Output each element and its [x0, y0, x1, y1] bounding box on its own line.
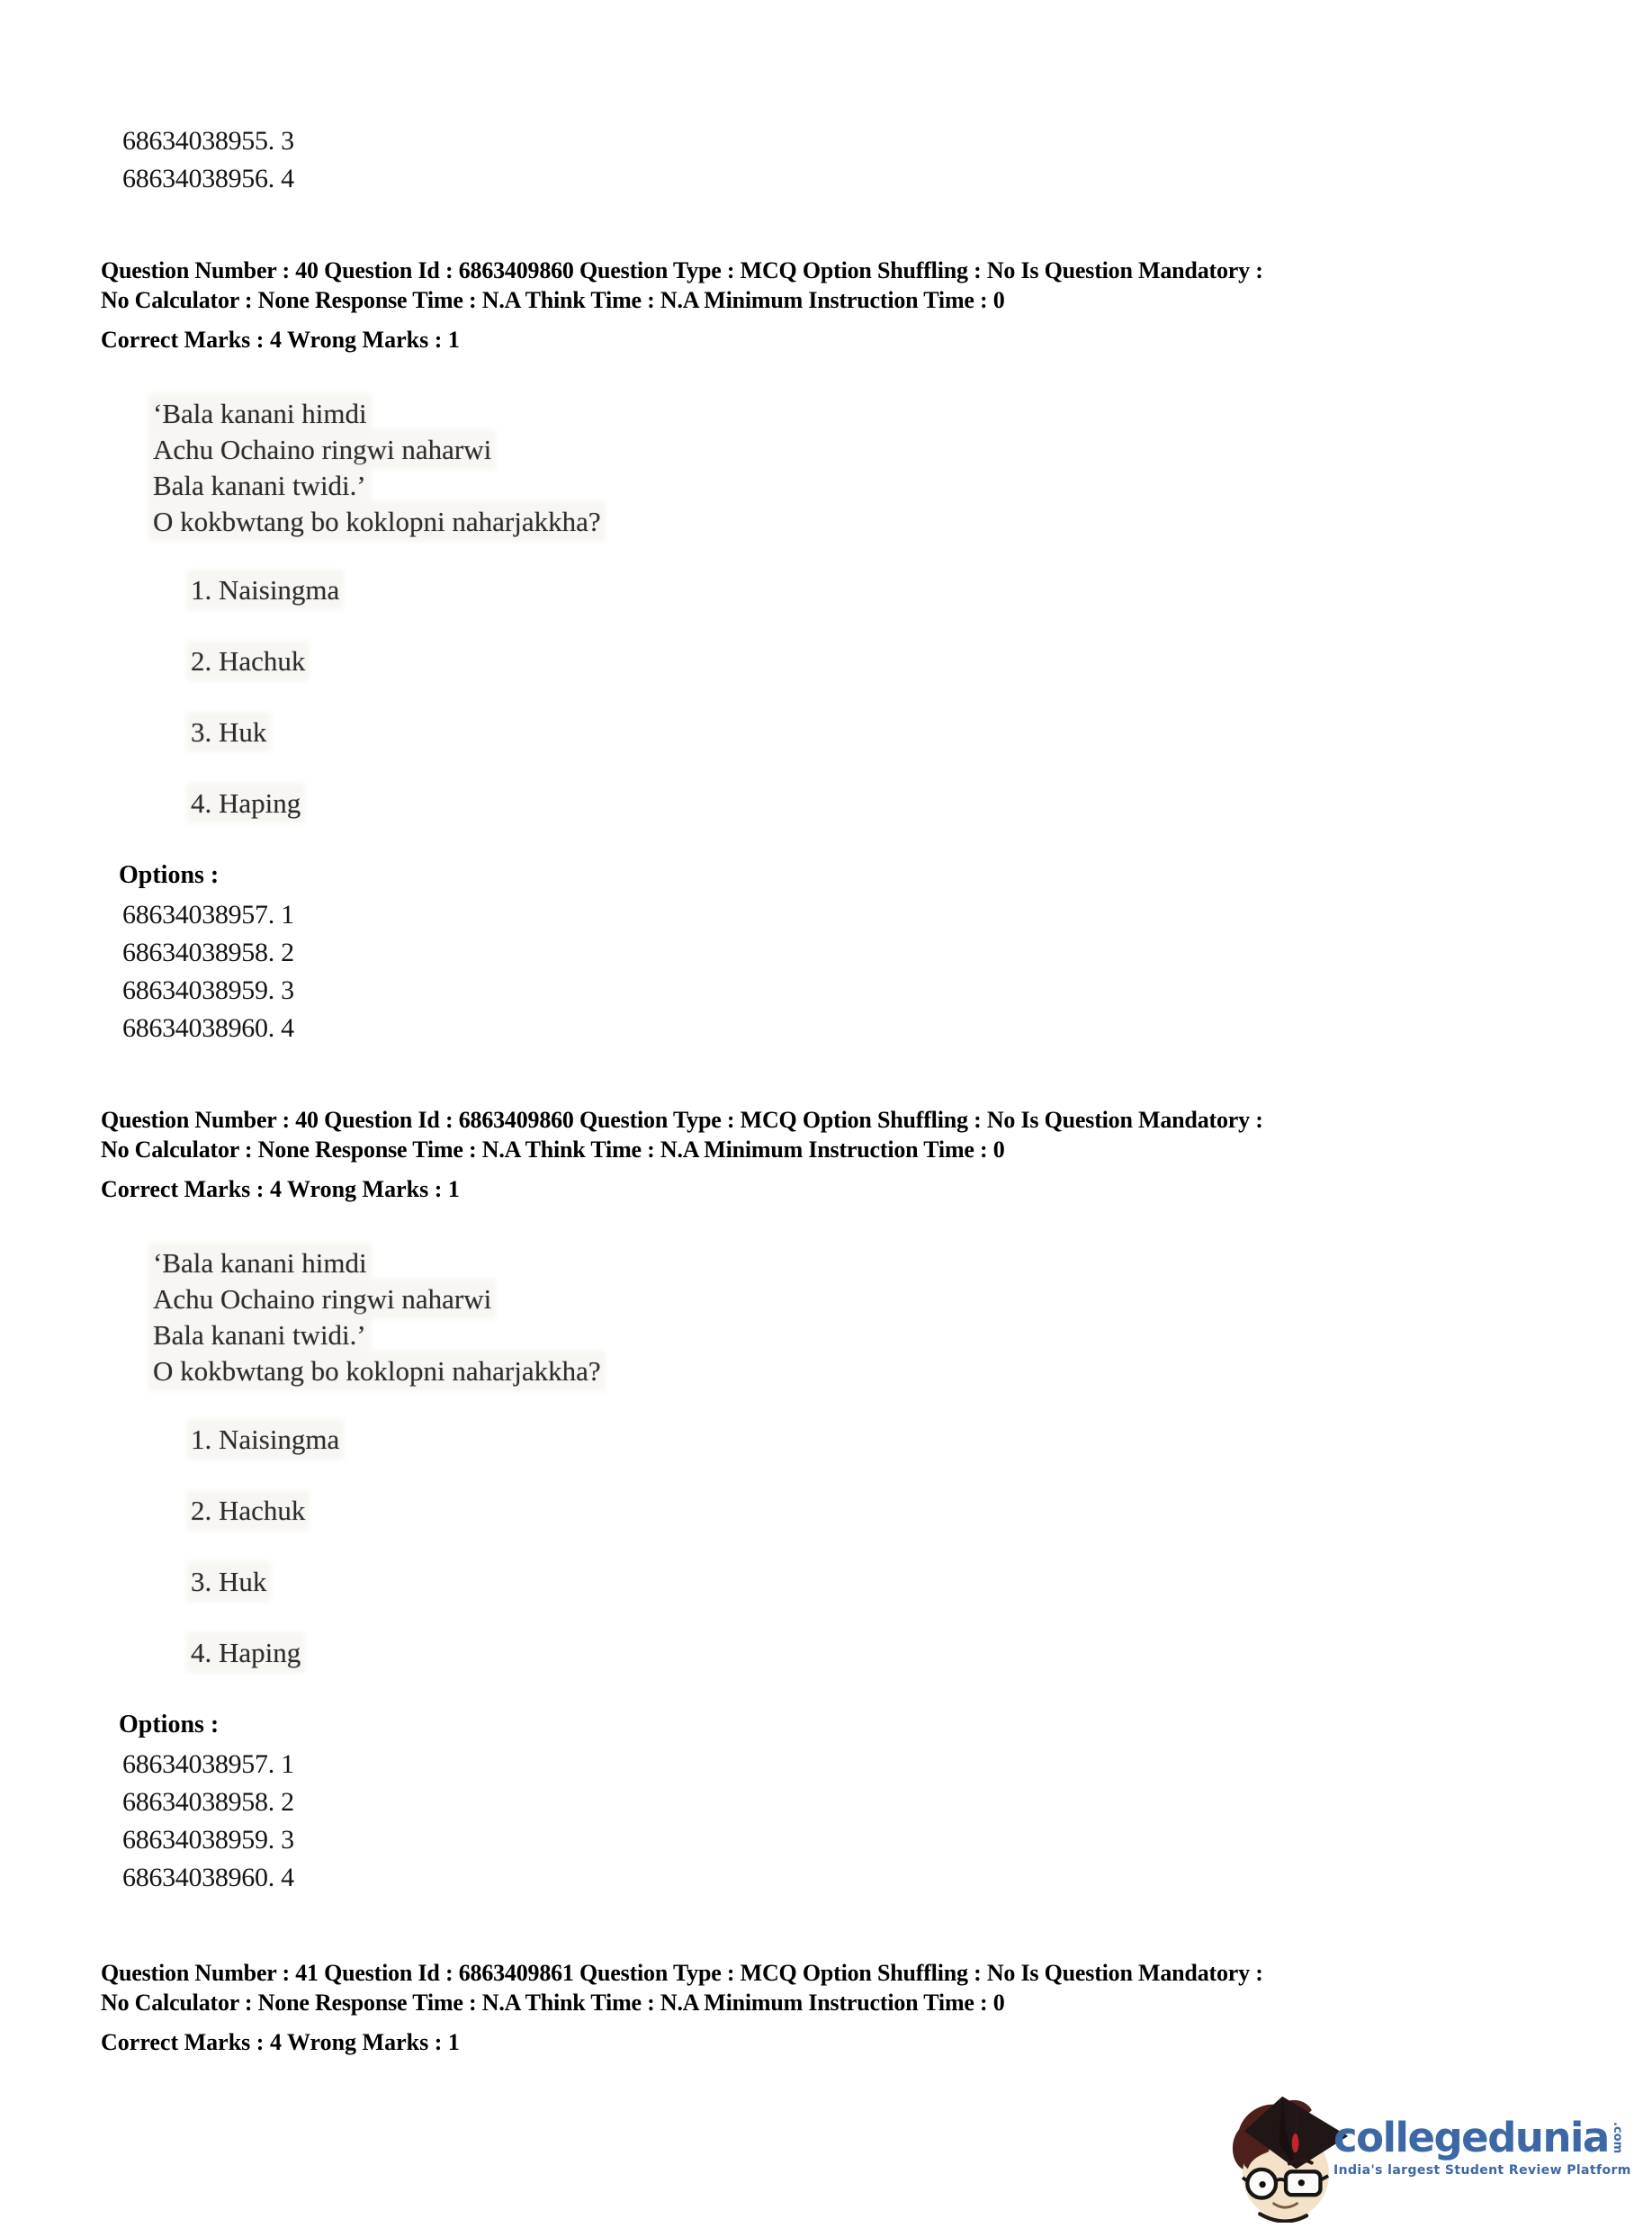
marks-line: Correct Marks : 4 Wrong Marks : 1 — [101, 2029, 460, 2055]
question-stem — [153, 396, 1652, 540]
question-meta-line-2: No Calculator : None Response Time : N.A Think Time : N.A Minimum Instruction Time : 0 — [101, 287, 1005, 313]
option-id-line: 68634038958. 2 — [122, 1787, 294, 1817]
marks-line: Correct Marks : 4 Wrong Marks : 1 — [101, 327, 460, 353]
marks-line: Correct Marks : 4 Wrong Marks : 1 — [101, 1176, 460, 1202]
stem-line: Achu Ochaino ringwi naharwi — [153, 1283, 492, 1315]
choice-item-3: 3. Huk — [191, 1566, 267, 1597]
question-meta-line-2: No Calculator : None Response Time : N.A Think Time : N.A Minimum Instruction Time : 0 — [101, 1990, 1005, 2016]
question-meta-line-1: Question Number : 40 Question Id : 6863409860 Question Type : MCQ Option Shuffling : No Is Question Mandatory : — [101, 1107, 1263, 1133]
choice-list — [191, 1425, 1652, 1667]
options-label: Options : — [119, 1711, 220, 1738]
option-id-line: 68634038955. 3 — [122, 126, 294, 156]
stem-line: Bala kanani twidi.’ — [153, 470, 366, 501]
choice-item-4: 4. Haping — [191, 787, 301, 819]
previous-question-option-ids — [101, 122, 1652, 198]
option-id-line: 68634038960. 4 — [122, 1013, 294, 1043]
option-id-line: 68634038958. 2 — [122, 938, 294, 967]
question-block-41 — [101, 1958, 1652, 2057]
stem-line: Achu Ochaino ringwi naharwi — [153, 434, 492, 465]
stem-line: O kokbwtang bo koklopni naharjakkha? — [153, 1355, 601, 1387]
collegedunia-logo — [1217, 2088, 1652, 2224]
question-block-40a — [101, 256, 1652, 1047]
logo-text — [1333, 2116, 1631, 2178]
stem-line: O kokbwtang bo koklopni naharjakkha? — [153, 506, 601, 537]
mascot-icon — [1222, 2089, 1351, 2223]
stem-line: Bala kanani twidi.’ — [153, 1319, 366, 1351]
question-meta-line-1: Question Number : 41 Question Id : 6863409861 Question Type : MCQ Option Shuffling : No Is Question Mandatory : — [101, 1960, 1263, 1986]
brand-tagline: India's largest Student Review Platform — [1333, 2163, 1631, 2178]
question-meta-line-2: No Calculator : None Response Time : N.A Think Time : N.A Minimum Instruction Time : 0 — [101, 1136, 1005, 1163]
option-id-line: 68634038956. 4 — [122, 164, 294, 193]
question-meta-line-1: Question Number : 40 Question Id : 6863409860 Question Type : MCQ Option Shuffling : No Is Question Mandatory : — [101, 257, 1263, 283]
option-id-line: 68634038959. 3 — [122, 1825, 294, 1855]
brand-tld: .com — [1610, 2122, 1624, 2154]
options-label: Options : — [119, 861, 220, 889]
option-id-line: 68634038959. 3 — [122, 975, 294, 1005]
stem-line: ‘Bala kanani himdi — [153, 1247, 367, 1279]
choice-item-4: 4. Haping — [191, 1637, 301, 1668]
option-id-line: 68634038957. 1 — [122, 1749, 294, 1779]
choice-item-1: 1. Naisingma — [191, 1424, 340, 1455]
choice-item-2: 2. Hachuk — [191, 645, 306, 677]
option-id-line: 68634038957. 1 — [122, 900, 294, 930]
choice-item-1: 1. Naisingma — [191, 574, 340, 606]
option-id-list — [101, 896, 1652, 1047]
question-stem — [153, 1245, 1652, 1389]
question-block-40b — [101, 1105, 1652, 1897]
choice-list — [191, 576, 1652, 818]
option-id-list — [101, 1746, 1652, 1897]
brand-name: collegedunia — [1333, 2114, 1609, 2161]
stem-line: ‘Bala kanani himdi — [153, 398, 367, 429]
choice-item-3: 3. Huk — [191, 716, 267, 748]
choice-item-2: 2. Hachuk — [191, 1495, 306, 1526]
option-id-line: 68634038960. 4 — [122, 1863, 294, 1892]
